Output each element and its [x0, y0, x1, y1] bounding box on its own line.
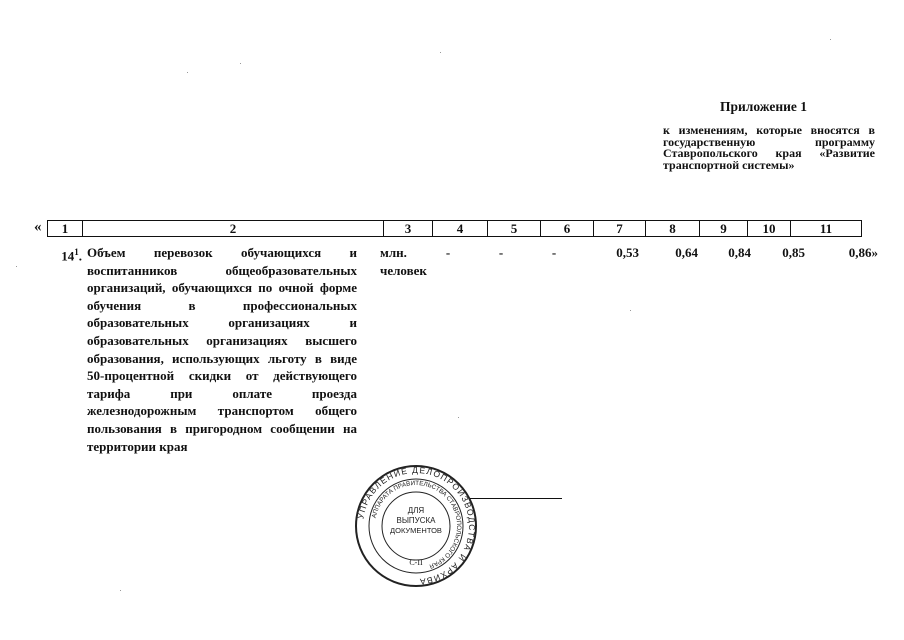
stamp-center-line-1: ДЛЯ	[407, 506, 425, 515]
value-col-5: -	[498, 245, 504, 260]
value-col-10: 0,85	[782, 245, 805, 260]
scan-speck	[630, 310, 631, 311]
appendix-subtitle: к изменениям, которые вносятся в государственную программу Ставропольского края «Развитие транспортной системы»	[663, 123, 875, 172]
stamp-inner-text: АППАРАТА ПРАВИТЕЛЬСТВА СТАВРОПОЛЬСКОГО КРАЯ	[370, 479, 463, 570]
row-description: Объем перевозок обучающихся и воспитанников общеобразовательных организаций, обучающихся по очной форме обучения в профессиональных образовательных организациях и образовательных организациях высшего образования, использующих льготу в виде 50-процентной скидки от действующего тарифа при оплате проезда железнодорожным транспортом общего пользования в пригородном сообщении на территории края	[87, 245, 357, 454]
stamp-center-line-2: ВЫПУСКА	[396, 516, 436, 525]
row-number: $14^1$.	[61, 247, 82, 264]
header-cell: 1	[48, 221, 83, 237]
value-col-11: 0,86»	[848, 245, 878, 260]
header-cell: 9	[700, 221, 748, 237]
header-cell: 4	[433, 221, 488, 237]
header-cell: 3	[384, 221, 433, 237]
header-cell: 2	[83, 221, 384, 237]
stamp-code: С-II	[409, 558, 423, 567]
scan-speck	[830, 39, 831, 40]
value-col-6: -	[551, 245, 557, 260]
stamp-center-line-3: ДОКУМЕНТОВ	[390, 526, 442, 535]
value-col-9: 0,84	[728, 245, 751, 260]
value-col-4: -	[445, 245, 451, 260]
header-cell: 10	[748, 221, 791, 237]
document-stamp	[354, 464, 478, 588]
header-cell: 8	[646, 221, 700, 237]
header-cell: 7	[594, 221, 646, 237]
header-cell: 5	[488, 221, 541, 237]
appendix-title: Приложение 1	[720, 99, 808, 114]
scan-speck	[458, 417, 459, 418]
scan-speck	[16, 266, 17, 267]
signature-line	[470, 498, 562, 499]
scan-speck	[240, 63, 241, 64]
value-col-8: 0,64	[675, 245, 698, 260]
scan-speck	[187, 72, 188, 73]
scan-speck	[120, 590, 121, 591]
stamp-outer-text: УПРАВЛЕНИЕ ДЕЛОПРОИЗВОДСТВА И АРХИВА	[355, 464, 478, 588]
scan-speck	[440, 52, 441, 53]
header-cell: 6	[541, 221, 594, 237]
row-unit: млн. человек	[380, 245, 427, 278]
column-number-header	[47, 220, 862, 237]
open-quote: «	[34, 219, 42, 235]
header-cell: 11	[791, 221, 862, 237]
value-col-7: 0,53	[616, 245, 639, 260]
